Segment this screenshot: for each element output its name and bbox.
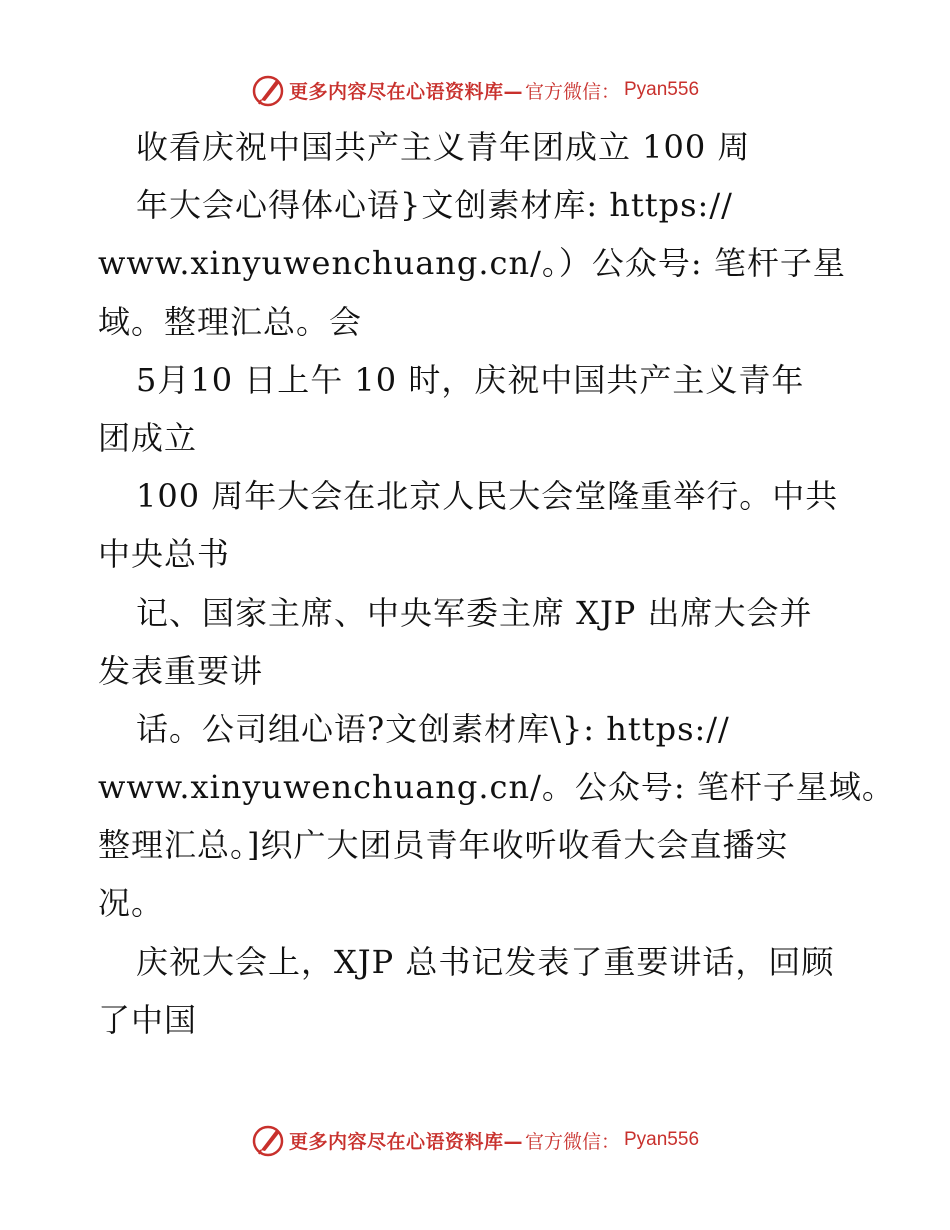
footer-wechat-label: 官方微信：	[524, 1130, 620, 1153]
document-body	[98, 118, 895, 1049]
text-line: 了中国	[98, 1000, 198, 1039]
text-line: 团成立	[98, 418, 198, 457]
text-line: www.xinyuwenchuang.cn/。公众号: 笔杆子星域。	[98, 768, 895, 807]
text-line: 庆祝大会上，XJP 总书记发表了重要讲话，回顾	[136, 942, 835, 981]
text-line: 收看庆祝中国共产主义青年团成立 100 周	[136, 128, 751, 166]
text-line: 年大会心得体心语}文创素材库: https://	[136, 186, 733, 225]
text-line: 中央总书	[98, 535, 231, 574]
quill-pen-logo-icon	[251, 73, 285, 107]
quill-pen-logo-icon	[251, 1123, 285, 1157]
text-line: 发表重要讲	[98, 651, 264, 690]
text-line: 况。	[98, 884, 165, 923]
text-line: www.xinyuwenchuang.cn/。）公众号: 笔杆子星	[98, 244, 846, 283]
header-banner	[0, 70, 950, 110]
text-line: 5月10 日上午 10 时，庆祝中国共产主义青年	[136, 360, 805, 399]
header-main-text: 更多内容尽在心语资料库—	[288, 80, 523, 103]
header-wechat-label: 官方微信：	[524, 80, 620, 103]
header-account: Pyan556	[624, 79, 700, 100]
text-line: 话。公司组心语?文创素材库\}: https://	[136, 709, 730, 748]
text-line: 整理汇总。]织广大团员青年收听收看大会直播实	[98, 826, 789, 865]
text-line: 域。整理汇总。会	[98, 302, 363, 341]
footer-main-text: 更多内容尽在心语资料库—	[288, 1130, 523, 1153]
text-line: 100 周年大会在北京人民大会堂隆重举行。中共	[136, 477, 839, 516]
footer-banner	[0, 1120, 950, 1160]
text-line: 记、国家主席、中央军委主席 XJP 出席大会并	[136, 593, 813, 632]
footer-account: Pyan556	[624, 1129, 700, 1150]
